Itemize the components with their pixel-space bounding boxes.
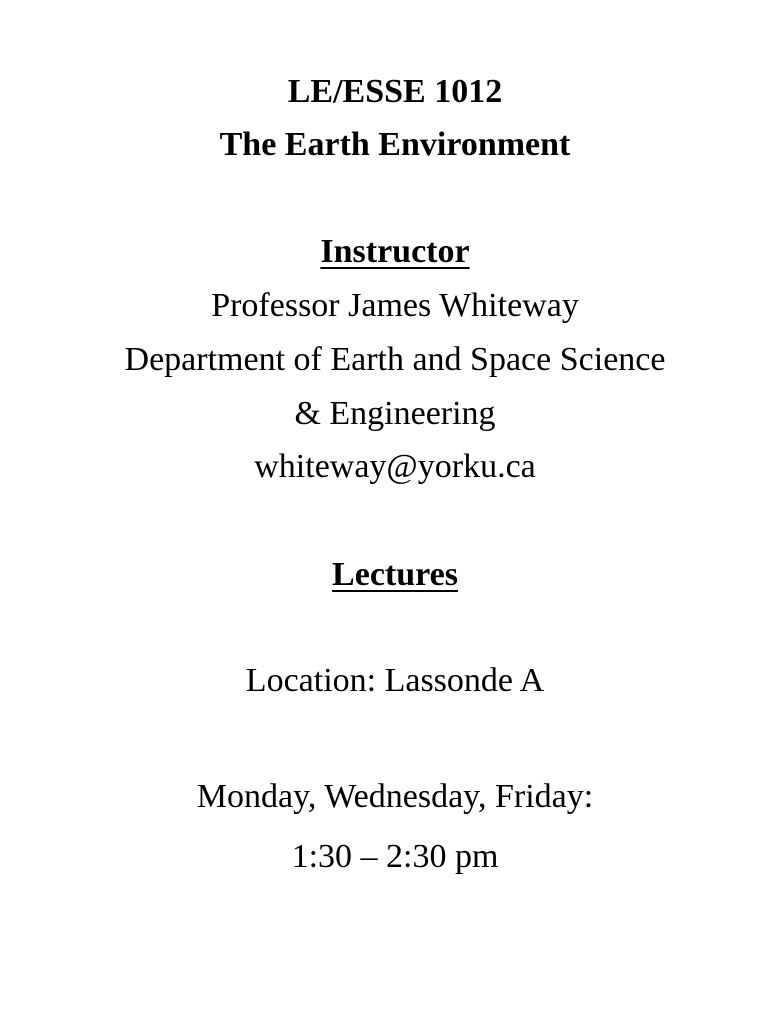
instructor-heading-text: Instructor [320,233,470,270]
instructor-heading [0,232,768,272]
lecture-location: Location: Lassonde A [245,662,545,699]
course-code: LE/ESSE 1012 [287,73,503,110]
department-line-1: Department of Earth and Space Science [124,341,666,378]
course-title: The Earth Environment [219,126,571,163]
lecture-days: Monday, Wednesday, Friday: [196,778,594,815]
lecture-time: 1:30 – 2:30 pm [291,838,499,875]
department-line-2: & Engineering [294,395,496,432]
lectures-heading-text: Lectures [332,556,458,593]
instructor-email: whiteway@yorku.ca [254,448,536,485]
lectures-heading [0,555,768,595]
instructor-name: Professor James Whiteway [211,287,579,324]
